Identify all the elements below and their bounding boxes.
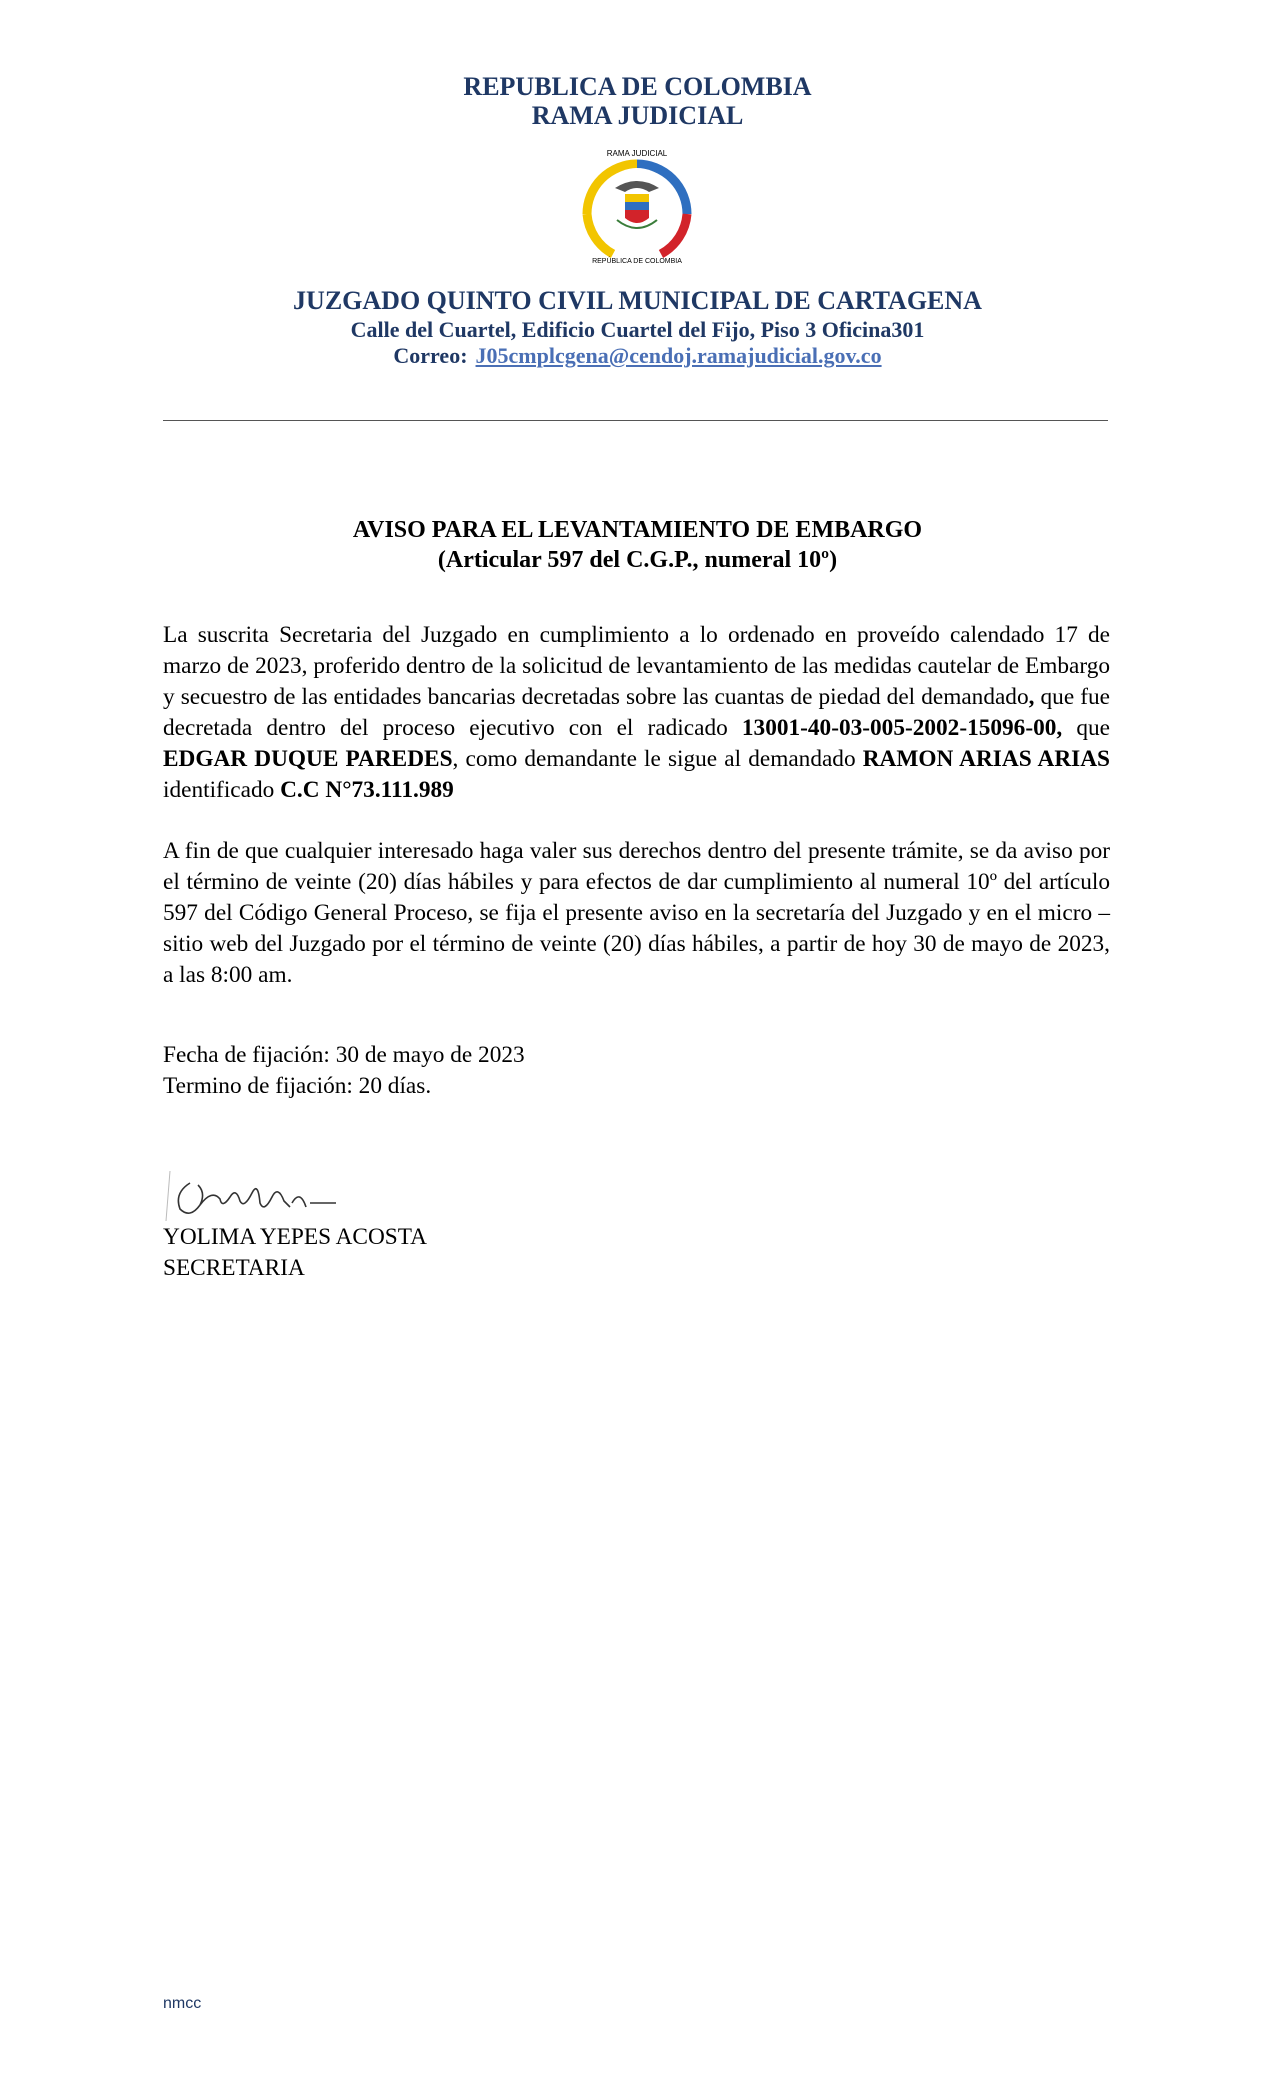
demandado-name: RAMON ARIAS ARIAS	[862, 746, 1110, 772]
termino-fijacion: Termino de fijación: 20 días.	[163, 1073, 432, 1099]
email-link[interactable]: J05cmplcgena@cendoj.ramajudicial.gov.co	[475, 343, 882, 368]
p1-text-a: La suscrita Secretaria del Juzgado en cumplimiento a lo ordenado en proveído calendado 17 de marzo de 2023, proferido dentro de la solicitud de levantamiento de las medidas cautelar de Embargo y secuestro de las entidades bancarias decretadas sobre las cuantas de piedad del demandado	[163, 622, 1110, 710]
signatory-role: SECRETARIA	[163, 1255, 305, 1281]
notice-title: AVISO PARA EL LEVANTAMIENTO DE EMBARGO	[352, 517, 923, 543]
p1-text-d: , como demandante le sigue al demandado	[452, 746, 863, 772]
notice-subtitle: (Articular 597 del C.G.P., numeral 10º)	[437, 547, 838, 573]
header-branch: RAMA JUDICIAL	[531, 101, 744, 130]
court-address: Calle del Cuartel, Edificio Cuartel del Fijo, Piso 3 Oficina301	[350, 317, 925, 342]
demandante-name: EDGAR DUQUE PAREDES	[163, 746, 453, 772]
email-label: Correo:	[393, 343, 468, 368]
paragraph-2: A fin de que cualquier interesado haga valer sus derechos dentro del presente trámite, se da aviso por el término de veinte (20) días hábiles y para efectos de dar cumplimiento al numeral 10º del artículo 597 del Código General Proceso, se fija el presente aviso en la secretaría del Juzgado y en el micro – sitio web del Juzgado por el término de veinte (20) días hábiles, a partir de hoy 30 de mayo de 2023, a las 8:00 am.	[163, 838, 1110, 988]
footer-initials: nmcc	[163, 1995, 202, 2012]
cedula-number: C.C N°73.111.989	[280, 777, 454, 803]
court-email-line	[0, 342, 1275, 370]
p1-text-e: identificado	[163, 777, 281, 803]
signatory-name: YOLIMA YEPES ACOSTA	[163, 1224, 427, 1250]
seal-bottom-text: REPÚBLICA DE COLOMBIA	[592, 258, 682, 265]
rama-judicial-seal	[565, 136, 709, 266]
handwritten-signature	[160, 1163, 350, 1225]
p1-text-c: que	[1062, 715, 1110, 741]
p1-comma: ,	[1028, 684, 1035, 710]
court-name: JUZGADO QUINTO CIVIL MUNICIPAL DE CARTAGENA	[293, 286, 982, 315]
fecha-fijacion: Fecha de fijación: 30 de mayo de 2023	[163, 1042, 525, 1068]
p1-text-b: que fue decretada dentro del proceso ejecutivo con el radicado	[163, 684, 1110, 741]
radicado-number: 13001-40-03-005-2002-15096-00,	[741, 715, 1063, 741]
paragraph-1	[163, 620, 1110, 806]
header-divider	[163, 420, 1108, 421]
seal-top-text: RAMA JUDICIAL	[606, 149, 668, 158]
header-country: REPUBLICA DE COLOMBIA	[463, 72, 812, 101]
